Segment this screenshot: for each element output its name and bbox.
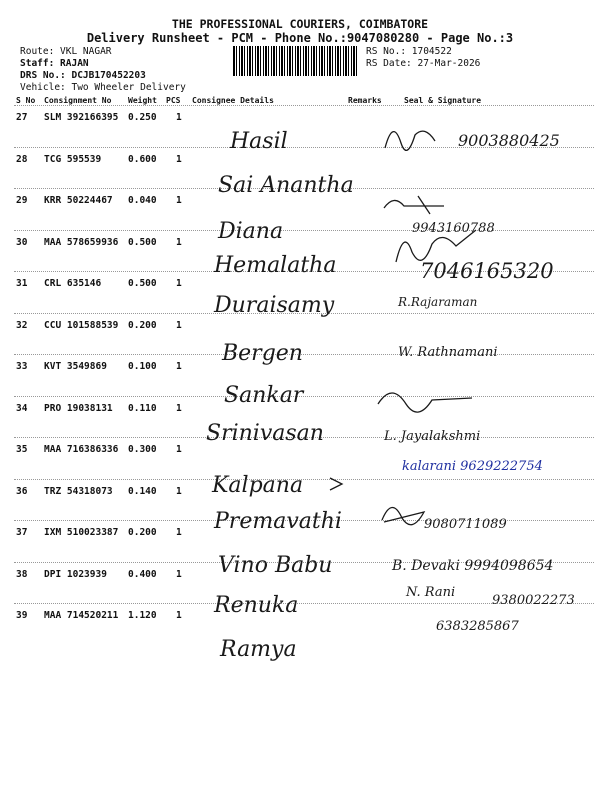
row-divider bbox=[14, 313, 594, 314]
signature-scribble-5 bbox=[382, 507, 424, 524]
cell-sno: 35 bbox=[16, 444, 28, 455]
cell-weight: 0.600 bbox=[128, 153, 157, 165]
seal-signature-text: L. Jayalakshmi bbox=[384, 429, 481, 444]
cell-weight: 0.200 bbox=[128, 527, 157, 538]
col-consignment: Consignment No bbox=[44, 96, 112, 105]
consignee-signature-name: Sankar bbox=[224, 383, 304, 408]
cell-pcs: 1 bbox=[176, 278, 182, 289]
cell-sno: 37 bbox=[16, 527, 28, 538]
seal-signature-text: 9943160788 bbox=[412, 221, 495, 236]
row-divider bbox=[14, 354, 594, 355]
cell-sno: 28 bbox=[16, 153, 28, 165]
cell-pcs: 1 bbox=[176, 319, 182, 331]
cell-weight: 0.250 bbox=[128, 112, 157, 123]
seal-signature-text: R.Rajaraman bbox=[398, 295, 478, 309]
row-divider bbox=[14, 562, 594, 563]
cell-consignment: KRR 50224467 bbox=[44, 195, 113, 206]
row-divider bbox=[14, 437, 594, 438]
cell-pcs: 1 bbox=[176, 195, 182, 206]
consignee-signature-name: Hasil bbox=[230, 129, 288, 154]
consignee-signature-name: Bergen bbox=[222, 341, 303, 366]
cell-consignment: CRL 635146 bbox=[44, 278, 102, 289]
row-divider bbox=[14, 271, 594, 272]
cell-sno: 39 bbox=[16, 610, 28, 621]
cell-weight: 0.140 bbox=[128, 485, 157, 497]
row-divider bbox=[14, 147, 594, 148]
company-title: THE PROFESSIONAL COURIERS, COIMBATORE bbox=[171, 17, 429, 31]
cell-weight: 0.110 bbox=[128, 402, 157, 414]
cell-consignment: TRZ 54318073 bbox=[44, 485, 113, 497]
col-pcs: PCS bbox=[166, 96, 181, 105]
rs-no-label: RS No.: 1704522 bbox=[366, 46, 452, 57]
consignee-signature-name: Duraisamy bbox=[214, 293, 335, 318]
cell-weight: 0.200 bbox=[128, 319, 157, 331]
cell-pcs: 1 bbox=[176, 527, 182, 538]
seal-signature-text: 9380022273 bbox=[492, 593, 575, 608]
row-divider bbox=[14, 479, 594, 480]
signature-scribble-6 bbox=[330, 478, 342, 490]
vehicle-label: Vehicle: Two Wheeler Delivery bbox=[20, 82, 186, 93]
col-consignee: Consignee Details bbox=[192, 96, 274, 105]
cell-weight: 0.300 bbox=[128, 444, 157, 455]
cell-pcs: 1 bbox=[176, 485, 182, 497]
cell-pcs: 1 bbox=[176, 236, 182, 248]
cell-sno: 30 bbox=[16, 236, 28, 248]
consignee-signature-name: Premavathi bbox=[214, 509, 342, 534]
cell-sno: 33 bbox=[16, 361, 28, 372]
cell-consignment: DPI 1023939 bbox=[44, 568, 107, 580]
cell-consignment: PRO 19038131 bbox=[44, 402, 113, 414]
cell-pcs: 1 bbox=[176, 610, 182, 621]
cell-weight: 0.040 bbox=[128, 195, 157, 206]
cell-pcs: 1 bbox=[176, 112, 182, 123]
consignee-signature-name: Ramya bbox=[220, 637, 297, 662]
route-label: Route: VKL NAGAR bbox=[20, 46, 112, 57]
cell-pcs: 1 bbox=[176, 568, 182, 580]
cell-sno: 31 bbox=[16, 278, 28, 289]
row-divider bbox=[14, 188, 594, 189]
cell-pcs: 1 bbox=[176, 361, 182, 372]
cell-sno: 34 bbox=[16, 402, 28, 414]
consignee-signature-name: Renuka bbox=[214, 593, 299, 618]
cell-weight: 0.100 bbox=[128, 361, 157, 372]
row-divider bbox=[14, 396, 594, 397]
cell-consignment: IXM 510023387 bbox=[44, 527, 119, 538]
cell-pcs: 1 bbox=[176, 153, 182, 165]
cell-weight: 0.500 bbox=[128, 236, 157, 248]
seal-signature-text: B. Devaki 9994098654 bbox=[392, 558, 554, 574]
cell-consignment: MAA 578659936 bbox=[44, 236, 119, 248]
seal-signature-text: 7046165320 bbox=[420, 259, 554, 283]
cell-weight: 0.500 bbox=[128, 278, 157, 289]
consignee-signature-name: Hemalatha bbox=[214, 253, 337, 278]
staff-label: Staff: RAJAN bbox=[20, 58, 89, 69]
cell-consignment: MAA 716386336 bbox=[44, 444, 119, 455]
consignee-signature-name: Srinivasan bbox=[206, 421, 324, 446]
cell-pcs: 1 bbox=[176, 444, 182, 455]
cell-weight: 0.400 bbox=[128, 568, 157, 580]
seal-signature-text: kalarani 9629222754 bbox=[402, 459, 543, 474]
cell-sno: 32 bbox=[16, 319, 28, 331]
cell-consignment: KVT 3549869 bbox=[44, 361, 107, 372]
rs-date-label: RS Date: 27-Mar-2026 bbox=[366, 58, 481, 69]
runsheet-subtitle: Delivery Runsheet - PCM - Phone No.:9047080280 - Page No.:3 bbox=[86, 31, 514, 45]
cell-consignment: CCU 101588539 bbox=[44, 319, 119, 331]
cell-pcs: 1 bbox=[176, 402, 182, 414]
seal-signature-text: 9080711089 bbox=[424, 517, 507, 532]
cell-sno: 38 bbox=[16, 568, 28, 580]
row-divider bbox=[14, 230, 594, 231]
barcode-image bbox=[233, 46, 361, 76]
cell-consignment: MAA 714520211 bbox=[44, 610, 119, 621]
col-remarks: Remarks bbox=[348, 96, 382, 105]
cell-weight: 1.120 bbox=[128, 610, 157, 621]
col-sno: S No bbox=[16, 96, 36, 105]
signature-scribble-3 bbox=[396, 230, 476, 262]
cell-sno: 27 bbox=[16, 112, 28, 123]
col-seal: Seal & Signature bbox=[404, 96, 482, 105]
drs-label: DRS No.: DCJB170452203 bbox=[20, 70, 146, 81]
seal-signature-text: W. Rathnamani bbox=[398, 345, 498, 360]
col-weight: Weight bbox=[128, 96, 157, 105]
consignee-signature-name: Kalpana bbox=[212, 473, 304, 498]
row-divider bbox=[14, 603, 594, 604]
cell-sno: 29 bbox=[16, 195, 28, 206]
consignee-signature-name: Diana bbox=[218, 219, 284, 244]
consignee-signature-name: Vino Babu bbox=[218, 553, 333, 578]
row-divider bbox=[14, 105, 594, 106]
consignee-signature-name: Sai Anantha bbox=[218, 173, 354, 198]
seal-signature-text: 9003880425 bbox=[458, 131, 560, 150]
cell-sno: 36 bbox=[16, 485, 28, 497]
seal-signature-text: N. Rani bbox=[406, 585, 456, 600]
cell-consignment: SLM 392166395 bbox=[44, 112, 119, 123]
row-divider bbox=[14, 520, 594, 521]
signature-scribble-2 bbox=[384, 196, 444, 214]
cell-consignment: TCG 595539 bbox=[44, 153, 102, 165]
seal-signature-text: 6383285867 bbox=[436, 619, 519, 634]
